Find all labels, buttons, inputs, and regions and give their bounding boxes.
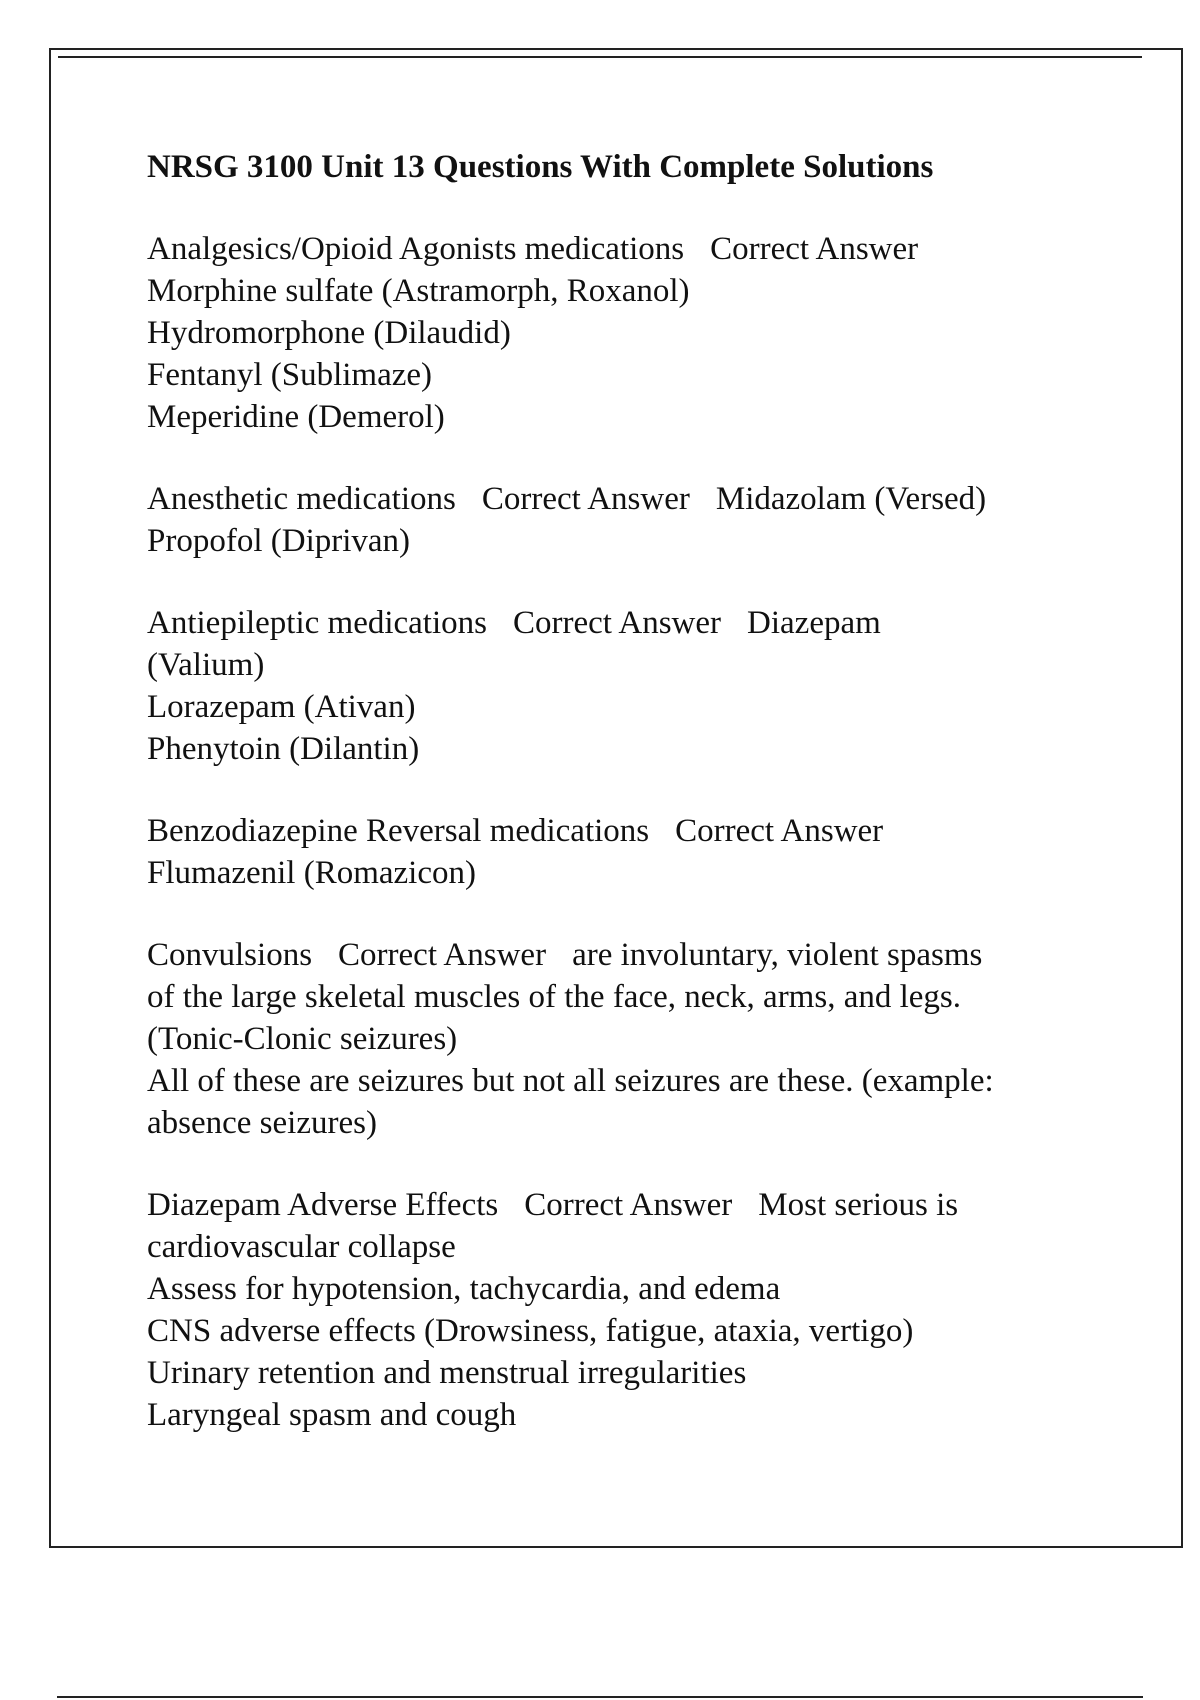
qa-answer-line: CNS adverse effects (Drowsiness, fatigue, ataxia, vertigo) <box>147 1313 914 1349</box>
qa-term: Diazepam Adverse Effects <box>147 1187 499 1223</box>
qa-term: Antiepileptic medications <box>147 605 487 641</box>
qa-heading-line <box>147 934 1137 976</box>
qa-entry-anesthetic <box>147 478 1137 562</box>
qa-answer-line: Phenytoin (Dilantin) <box>147 731 420 767</box>
qa-term: Analgesics/Opioid Agonists medications <box>147 231 685 267</box>
qa-answer-line: cardiovascular collapse <box>147 1229 456 1265</box>
qa-answer-line: Propofol (Diprivan) <box>147 523 411 559</box>
document-body <box>147 146 1137 1476</box>
qa-first-answer: are involuntary, violent spasms <box>572 937 983 973</box>
qa-heading-line <box>147 810 1137 852</box>
qa-heading-line <box>147 478 1137 520</box>
qa-first-answer: Midazolam (Versed) <box>715 481 987 517</box>
qa-answer-line: Assess for hypotension, tachycardia, and edema <box>147 1271 781 1307</box>
qa-answer-line: Laryngeal spasm and cough <box>147 1397 517 1433</box>
footer-rule <box>57 1696 1143 1698</box>
qa-first-answer: Diazepam <box>747 605 881 641</box>
qa-answer-line: Urinary retention and menstrual irregularities <box>147 1355 747 1391</box>
page-border <box>49 48 1183 1548</box>
qa-heading-line <box>147 602 1137 644</box>
qa-entry-antiepileptic <box>147 602 1137 770</box>
qa-term: Convulsions <box>147 937 313 973</box>
qa-term: Benzodiazepine Reversal medications <box>147 813 650 849</box>
qa-answer-line: Flumazenil (Romazicon) <box>147 855 476 891</box>
qa-answer-line: Fentanyl (Sublimaze) <box>147 357 433 393</box>
answer-label: Correct Answer <box>338 937 547 973</box>
qa-answer-line: of the large skeletal muscles of the face, neck, arms, and legs. <box>147 979 961 1015</box>
qa-answer-line: Meperidine (Demerol) <box>147 399 445 435</box>
answer-label: Correct Answer <box>481 481 690 517</box>
qa-answer-line: All of these are seizures but not all seizures are these. (example: <box>147 1063 994 1099</box>
qa-entry-convulsions <box>147 934 1137 1144</box>
document-title: NRSG 3100 Unit 13 Questions With Complete Solutions <box>147 149 934 185</box>
answer-label: Correct Answer <box>710 231 919 267</box>
qa-heading-line <box>147 228 1137 270</box>
qa-entry-opioid-agonists <box>147 228 1137 438</box>
top-rule <box>58 56 1142 58</box>
qa-answer-line: Lorazepam (Ativan) <box>147 689 416 725</box>
qa-entry-diazepam-adverse-effects <box>147 1184 1137 1436</box>
qa-term: Anesthetic medications <box>147 481 456 517</box>
qa-first-answer: Most serious is <box>758 1187 959 1223</box>
answer-label: Correct Answer <box>675 813 884 849</box>
qa-answer-line: Hydromorphone (Dilaudid) <box>147 315 511 351</box>
answer-label: Correct Answer <box>524 1187 733 1223</box>
qa-answer-line: Morphine sulfate (Astramorph, Roxanol) <box>147 273 690 309</box>
qa-answer-line: (Tonic-Clonic seizures) <box>147 1021 458 1057</box>
answer-label: Correct Answer <box>513 605 722 641</box>
qa-entry-benzodiazepine-reversal <box>147 810 1137 894</box>
qa-answer-line: absence seizures) <box>147 1105 377 1141</box>
qa-answer-line: (Valium) <box>147 647 265 683</box>
qa-heading-line <box>147 1184 1137 1226</box>
